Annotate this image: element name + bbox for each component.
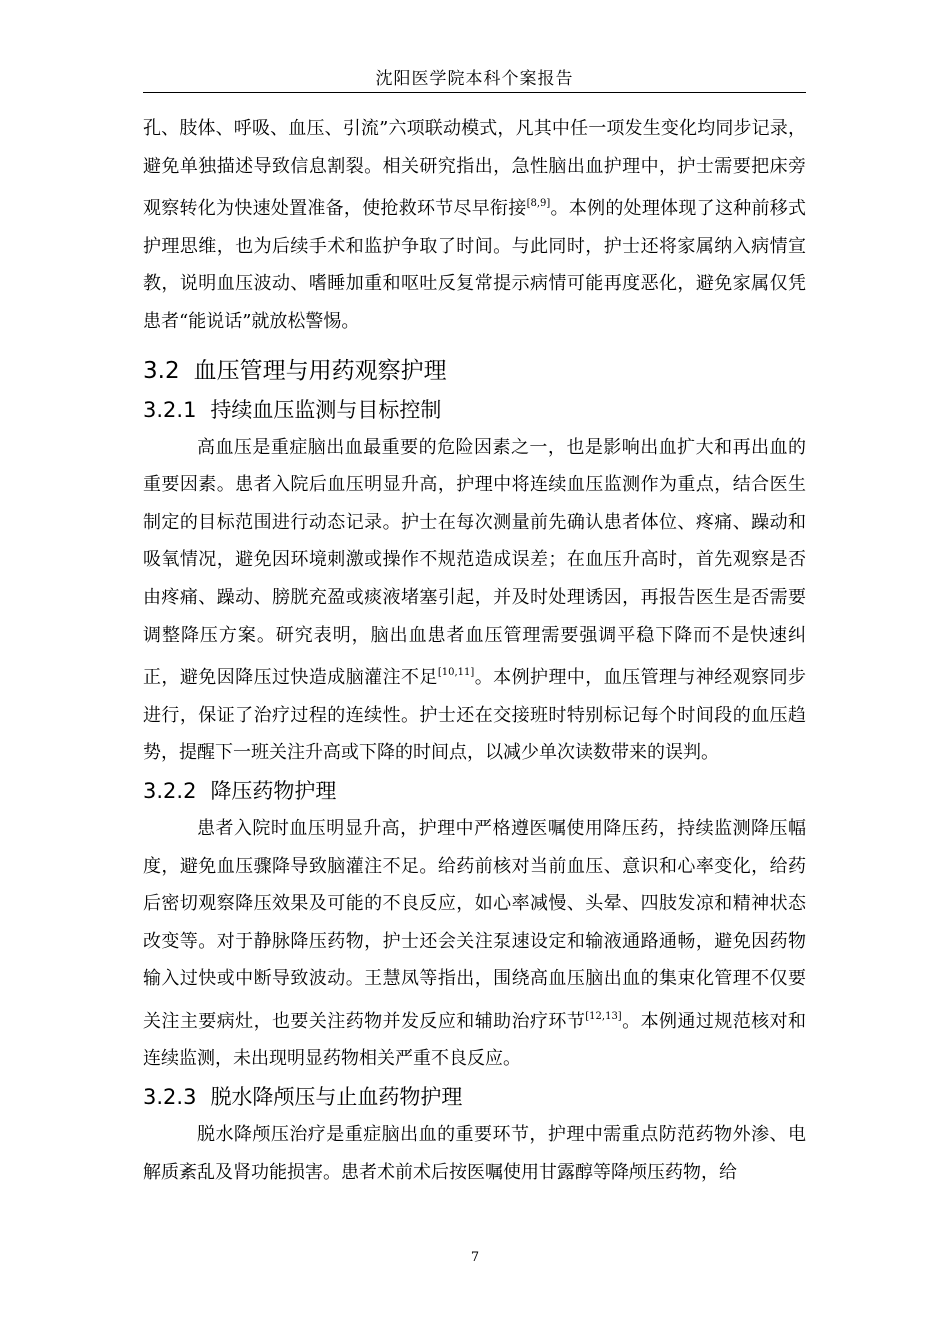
paragraph-antihypertensive-nursing	[143, 810, 806, 1078]
paragraph-text: 患者入院时血压明显升高，护理中严格遵医嘱使用降压药，持续监测降压幅度，避免血压骤降导致脑灌注不足。给药前核对当前血压、意识和心率变化，给药后密切观察降压效果及可能的不良反应，如心率减慢、头晕、四肢发凉和精神状态改变等。对于静脉降压药物，护士还会关注泵速设定和输液通路通畅，避免因药物输入过快或中断导致波动。王慧凤等指出，围绕高血压脑出血的集束化管理不仅要关注主要病灶，也要关注药物并发反应和辅助治疗环节	[143, 817, 806, 1032]
page-header-title: 沈阳医学院本科个案报告	[375, 69, 574, 89]
paragraph-text: 高血压是重症脑出血最重要的危险因素之一，也是影响出血扩大和再出血的重要因素。患者入院后血压明显升高，护理中将连续血压监测作为重点，结合医生制定的目标范围进行动态记录。护士在每次测量前先确认患者体位、疼痛、躁动和吸氧情况，避免因环境刺激或操作不规范造成误差；在血压升高时，首先观察是否由疼痛、躁动、膀胱充盈或痰液堵塞引起，并及时处理诱因，再报告医生是否需要调整降压方案。研究表明，脑出血患者血压管理需要强调平稳下降而不是快速纠正，避免因降压过快造成脑灌注不足	[143, 436, 806, 689]
paragraph-continued	[143, 110, 806, 341]
paragraph-text: 。本例通过规范核对和连续监测，未出现明显药物相关严重不良反应。	[143, 1010, 807, 1070]
citation: [8,9]	[526, 198, 551, 210]
subsection-number: 3.2.1	[143, 397, 197, 422]
paragraph-text: 。本例的处理体现了这种前移式护理思维，也为后续手术和监护争取了时间。与此同时，护士还将家属纳入病情宣教，说明血压波动、嗜睡加重和呕吐反复常提示病情可能再度恶化，避免家属仅凭患者“能说话”就放松警惕。	[143, 198, 807, 332]
paragraph-blood-pressure-monitoring	[143, 429, 806, 772]
subsection-number: 3.2.2	[143, 778, 197, 803]
subsection-title: 持续血压监测与目标控制	[210, 397, 442, 422]
paragraph-dehydration-hemostasis	[143, 1116, 806, 1191]
section-number: 3.2	[143, 357, 180, 384]
section-heading-3-2	[143, 351, 806, 391]
subsection-heading-3-2-3	[143, 1078, 806, 1116]
citation: [12,13]	[585, 1010, 622, 1022]
subsection-heading-3-2-2	[143, 772, 806, 810]
subsection-title: 降压药物护理	[210, 778, 337, 803]
subsection-title: 脱水降颅压与止血药物护理	[210, 1085, 463, 1110]
subsection-number: 3.2.3	[143, 1085, 197, 1110]
page-number: 7	[470, 1250, 480, 1265]
document-body	[143, 110, 806, 1191]
paragraph-text: 。本例护理中，血压管理与神经观察同步进行，保证了治疗过程的连续性。护士还在交接班时特别标记每个时间段的血压趋势，提醒下一班关注升高或下降的时间点，以减少单次读数带来的误判。	[143, 667, 807, 764]
citation: [10,11]	[437, 667, 475, 679]
subsection-heading-3-2-1	[143, 391, 806, 429]
paragraph-text: 脱水降颅压治疗是重症脑出血的重要环节，护理中需重点防范药物外渗、电解质紊乱及肾功能损害。患者术前术后按医嘱使用甘露醇等降颅压药物，给	[143, 1124, 806, 1183]
section-title: 血压管理与用药观察护理	[193, 357, 447, 384]
paragraph-text: 孔、肢体、呼吸、血压、引流”六项联动模式，凡其中任一项发生变化均同步记录，避免单独描述导致信息割裂。相关研究指出，急性脑出血护理中，护士需要把床旁观察转化为快速处置准备，使抢救环节尽早衔接	[143, 118, 806, 220]
header-divider	[143, 92, 806, 93]
